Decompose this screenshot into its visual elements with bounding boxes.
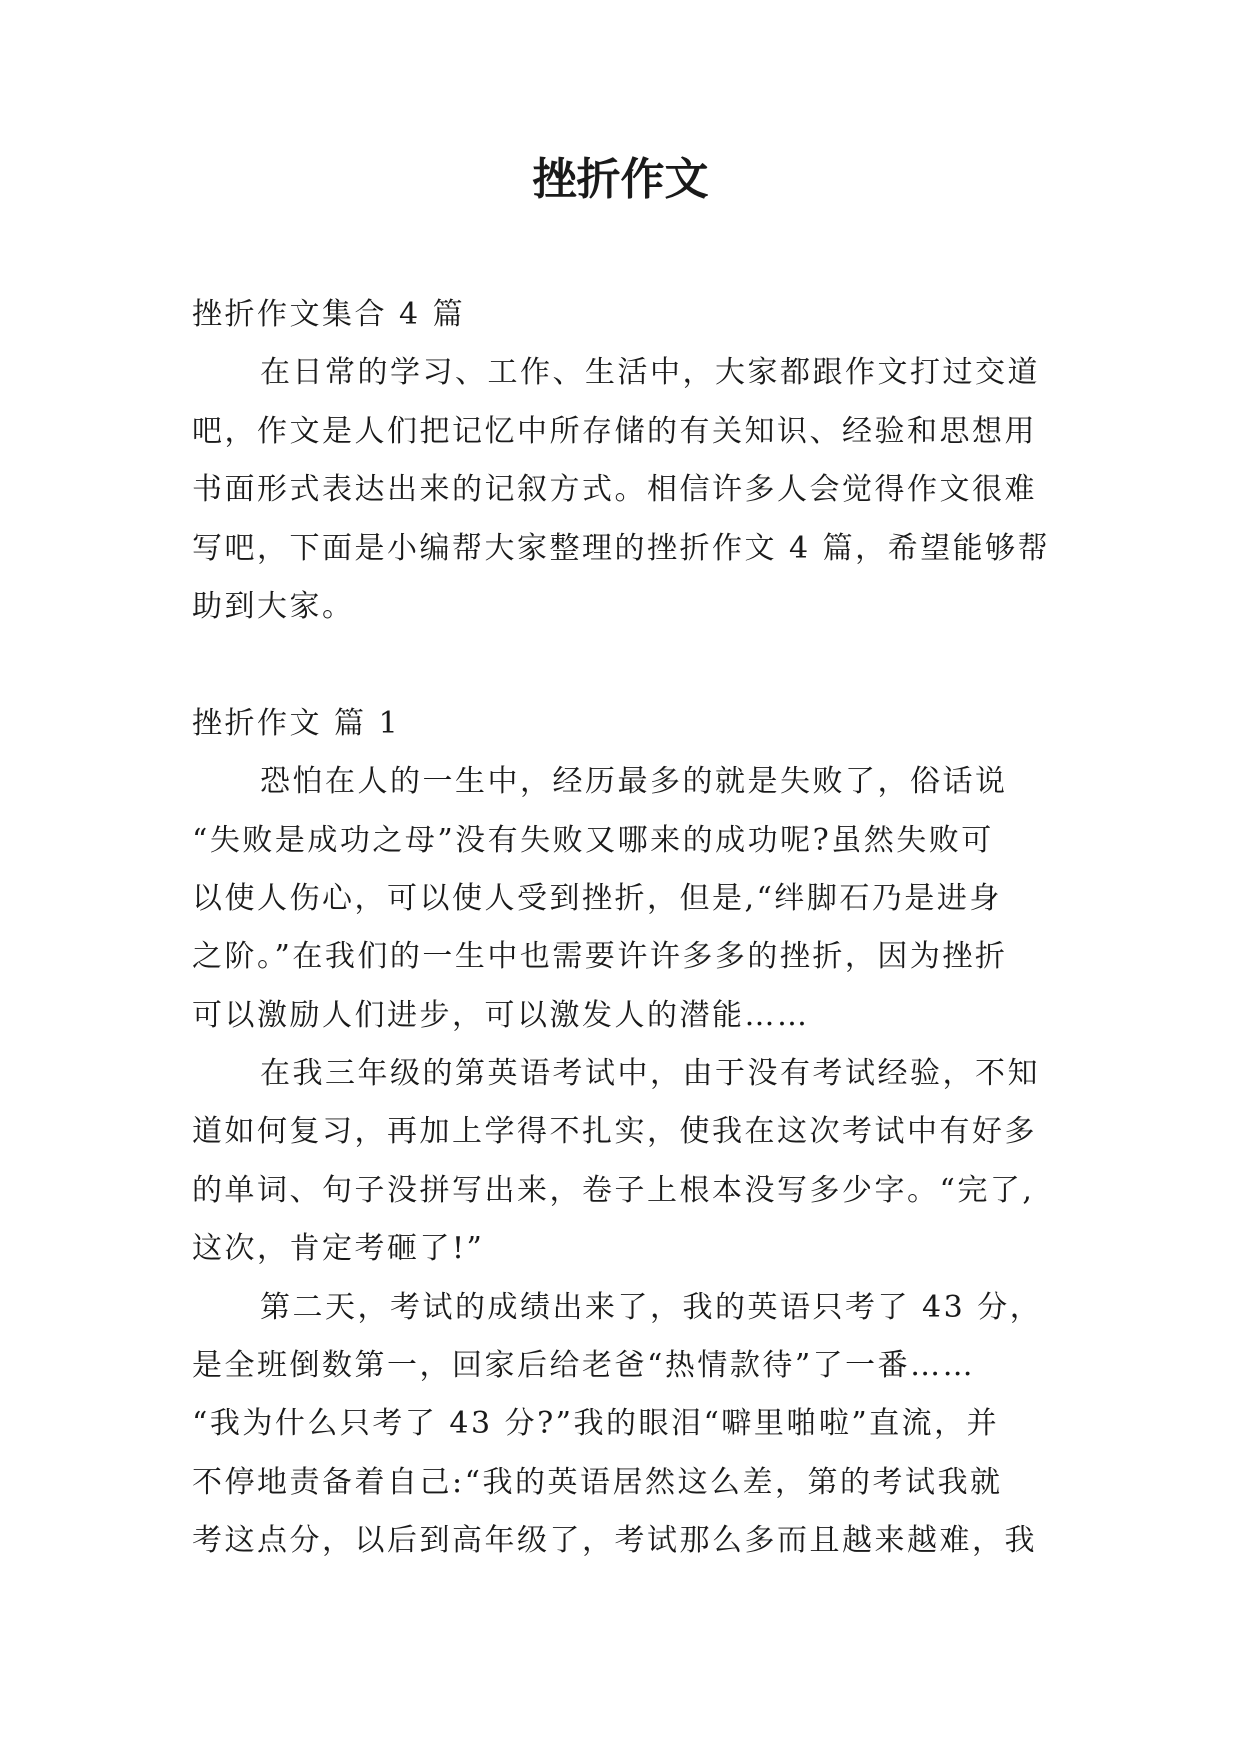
paragraph-line: 这次，肯定考砸了!”: [192, 1231, 485, 1267]
paragraph-line: 以使人伤心，可以使人受到挫折，但是,“绊脚石乃是进身: [192, 880, 1002, 916]
intro-line: 写吧，下面是小编帮大家整理的挫折作文 4 篇，希望能够帮: [192, 530, 1051, 566]
document-title: 挫折作文: [532, 154, 709, 205]
paragraph-line: 在我三年级的第英语考试中，由于没有考试经验，不知: [260, 1056, 1040, 1092]
intro-line: 书面形式表达出来的记叙方式。相信许多人会觉得作文很难: [192, 472, 1037, 508]
paragraph-line: 不停地责备着自己:“我的英语居然这么差，第的考试我就: [192, 1464, 1003, 1500]
paragraph-line: 恐怕在人的一生中，经历最多的就是失败了，俗话说: [260, 764, 1008, 800]
intro-line: 助到大家。: [192, 588, 355, 624]
paragraph-line: 的单词、句子没拼写出来，卷子上根本没写多少字。“完了,: [192, 1172, 1035, 1208]
paragraph-3: [192, 1279, 1052, 1571]
paragraph-line: 是全班倒数第一，回家后给老爸“热情款待”了一番……: [192, 1348, 976, 1384]
paragraph-line: “我为什么只考了 43 分?”我的眼泪“噼里啪啦”直流，并: [192, 1406, 1000, 1442]
paragraph-line: 之阶。”在我们的一生中也需要许许多多的挫折，因为挫折: [192, 939, 1008, 975]
paragraph-1: [192, 753, 1052, 1045]
paragraph-spacer: [192, 636, 1052, 694]
document-body: [192, 286, 1052, 1571]
intro-line: 吧，作文是人们把记忆中所存储的有关知识、经验和思想用: [192, 413, 1037, 449]
intro-paragraph: [192, 344, 1052, 636]
paragraph-2: [192, 1045, 1052, 1279]
collection-heading: 挫折作文集合 4 篇: [192, 297, 466, 332]
paragraph-line: 第二天，考试的成绩出来了，我的英语只考了 43 分，: [260, 1289, 1043, 1325]
section-heading: 挫折作文 篇 1: [192, 705, 401, 741]
paragraph-line: 可以激励人们进步，可以激发人的潜能……: [192, 997, 810, 1033]
paragraph-line: 道如何复习，再加上学得不扎实，使我在这次考试中有好多: [192, 1114, 1037, 1150]
paragraph-line: 考这点分，以后到高年级了，考试那么多而且越来越难，我: [192, 1523, 1037, 1559]
paragraph-line: “失败是成功之母”没有失败又哪来的成功呢?虽然失败可: [192, 822, 994, 858]
intro-line: 在日常的学习、工作、生活中，大家都跟作文打过交道: [260, 355, 1040, 391]
